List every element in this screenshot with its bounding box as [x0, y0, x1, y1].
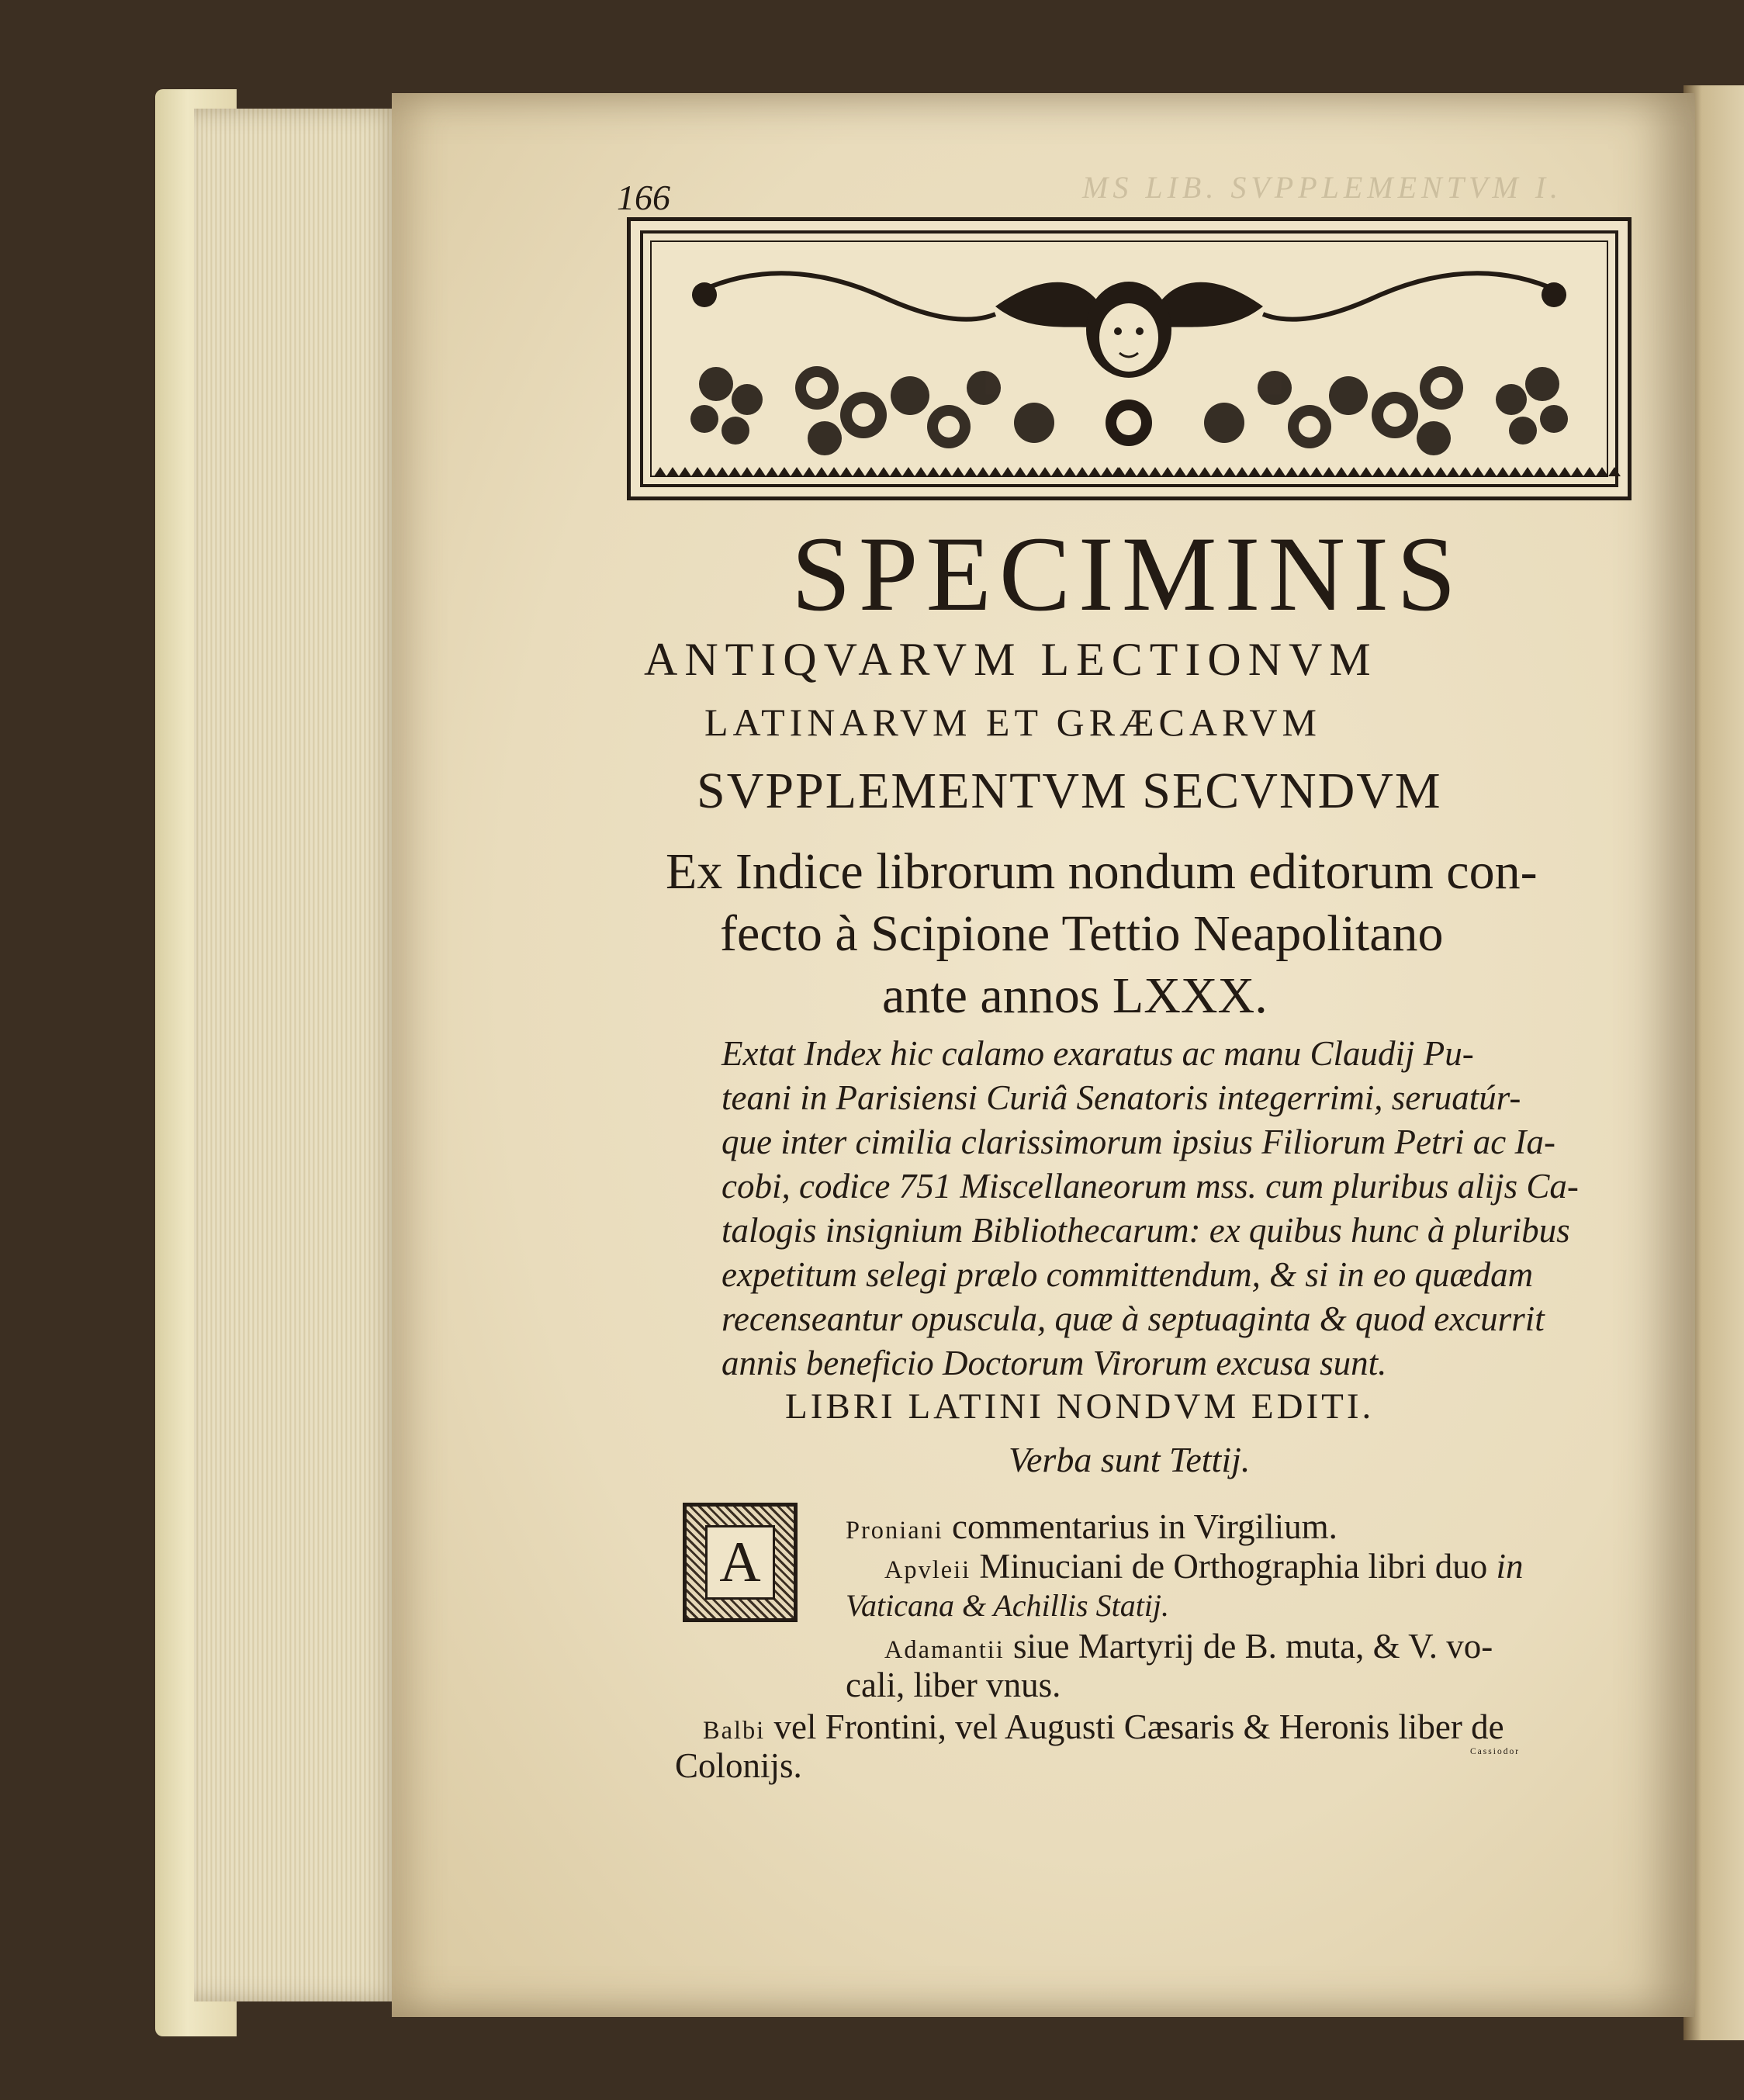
entry-apuleius-continued: Vaticana & Achillis Statij.: [846, 1588, 1170, 1623]
intro-line: talogis insignium Bibliothecarum: ex quibus hunc à pluribus: [721, 1211, 1570, 1250]
initial-letter: A: [705, 1525, 775, 1600]
entry-text: siue Martyrij de B. muta, & V. vo-: [1004, 1627, 1493, 1666]
entry-italic: in: [1496, 1547, 1524, 1586]
intro-line: cobi, codice 751 Miscellaneorum mss. cum pluribus alijs Ca-: [721, 1167, 1579, 1206]
intro-line: que inter cimilia clarissimorum ipsius Filiorum Petri ac Ia-: [721, 1123, 1555, 1161]
page-number: 166: [617, 178, 670, 217]
intro-line: teani in Parisiensi Curiâ Senatoris integerrimi, seruatúr-: [721, 1078, 1521, 1117]
entry-author: Adamantii: [884, 1636, 1005, 1664]
title-line-7: ante annos LXXX.: [882, 967, 1268, 1024]
title-main: SPECIMINIS: [791, 514, 1464, 633]
intro-line: recenseantur opuscula, quæ à septuaginta & quod excurrit: [721, 1299, 1545, 1338]
woodcut-headpiece-ornament: [627, 217, 1632, 500]
section-subheading: Verba sunt Tettij.: [1009, 1440, 1251, 1479]
decorated-initial: [683, 1503, 798, 1622]
page-block-edge: [194, 109, 403, 2001]
entry-adamantius: [884, 1626, 1493, 1670]
title-line-5: Ex Indice librorum nondum editorum con-: [666, 843, 1538, 900]
show-through-running-head: MS LIB. SVPPLEMENTVM I.: [1082, 170, 1563, 205]
catchword: Cassiodor: [1470, 1747, 1521, 1756]
entry-apuleius: [884, 1546, 1524, 1590]
title-line-2: ANTIQVARVM LECTIONVM: [644, 634, 1378, 685]
entry-text: Minuciani de Orthographia libri duo: [971, 1547, 1497, 1586]
entry-pronianus: [846, 1507, 1337, 1551]
title-line-3: LATINARVM ET GRÆCARVM: [704, 701, 1321, 744]
entry-text: vel Frontini, vel Augusti Cæsaris & Heronis liber de: [765, 1707, 1504, 1746]
entry-text: commentarius in Virgilium.: [943, 1507, 1337, 1546]
entry-author: Apvleii: [884, 1556, 971, 1584]
entry-adamantius-continued: cali, liber vnus.: [846, 1666, 1061, 1704]
title-line-4: SVPPLEMENTVM SECVNDVM: [697, 763, 1442, 819]
entry-balbus: [703, 1707, 1504, 1751]
intro-line: annis beneficio Doctorum Virorum excusa sunt.: [721, 1344, 1387, 1382]
entry-balbus-continued: Colonijs.: [675, 1746, 802, 1785]
intro-paragraph: [721, 1032, 1618, 1386]
title-line-6: fecto à Scipione Tettio Neapolitano: [720, 905, 1444, 962]
intro-line: Extat Index hic calamo exaratus ac manu Claudij Pu-: [721, 1034, 1474, 1073]
section-heading: LIBRI LATINI NONDVM EDITI.: [785, 1386, 1375, 1427]
intro-line: expetitum selegi prælo committendum, & si in eo quædam: [721, 1255, 1534, 1294]
entry-author: Proniani: [846, 1517, 943, 1545]
entry-author: Balbi: [703, 1717, 766, 1745]
